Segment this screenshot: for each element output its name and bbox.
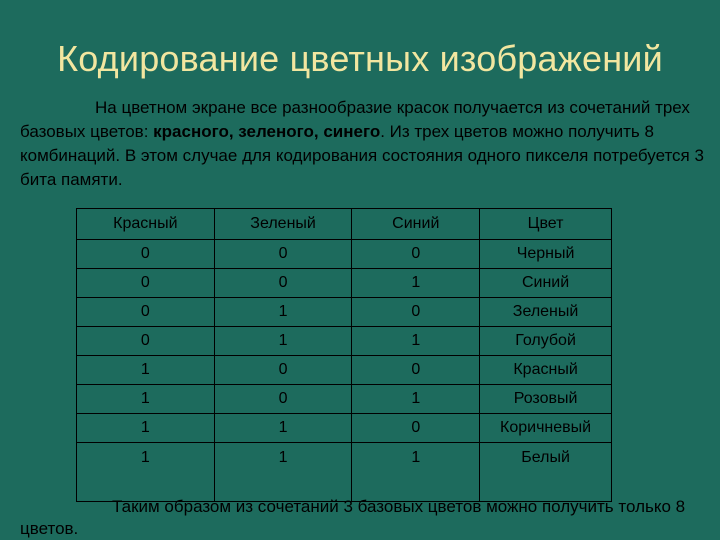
cell-blue: 1: [352, 443, 480, 502]
cell-red: 1: [77, 356, 215, 385]
cell-blue: 0: [352, 414, 480, 443]
cell-green: 0: [214, 240, 352, 269]
table-row: [77, 327, 612, 356]
table-row: [77, 414, 612, 443]
table-row: [77, 356, 612, 385]
intro-text-end: . Из трех цветов можно получить 8 комбинаций. В этом случае для кодирования состояния одного пикселя потребуется 3 бита памяти.: [20, 122, 704, 189]
table-row: [77, 385, 612, 414]
table-row: [77, 443, 612, 502]
cell-red: 0: [77, 327, 215, 356]
conclusion-paragraph: [20, 496, 710, 540]
cell-red: 1: [77, 385, 215, 414]
table-row: [77, 269, 612, 298]
cell-blue: 1: [352, 327, 480, 356]
intro-paragraph: [20, 96, 710, 192]
cell-green: 1: [214, 298, 352, 327]
cell-color: Белый: [480, 443, 612, 502]
cell-red: 0: [77, 298, 215, 327]
cell-green: 0: [214, 356, 352, 385]
cell-color: Голубой: [480, 327, 612, 356]
table-row: [77, 298, 612, 327]
cell-blue: 0: [352, 240, 480, 269]
color-code-table: [76, 208, 612, 502]
header-red: Красный: [77, 209, 215, 240]
cell-color: Синий: [480, 269, 612, 298]
cell-red: 1: [77, 443, 215, 502]
header-blue: Синий: [352, 209, 480, 240]
intro-text-start: На цветном экране все разнообразие красок получается из сочетаний трех базовых цветов:: [20, 98, 690, 141]
table-row: [77, 240, 612, 269]
cell-green: 0: [214, 385, 352, 414]
cell-color: Коричневый: [480, 414, 612, 443]
intro-text-bold: красного, зеленого, синего: [153, 122, 381, 141]
slide-title: Кодирование цветных изображений: [57, 38, 663, 79]
cell-blue: 1: [352, 385, 480, 414]
conclusion-text: Таким образом из сочетаний 3 базовых цветов можно получить только 8 цветов.: [20, 497, 686, 538]
cell-blue: 0: [352, 298, 480, 327]
cell-green: 1: [214, 443, 352, 502]
cell-blue: 0: [352, 356, 480, 385]
cell-red: 0: [77, 269, 215, 298]
cell-green: 1: [214, 414, 352, 443]
cell-green: 1: [214, 327, 352, 356]
cell-color: Красный: [480, 356, 612, 385]
cell-red: 0: [77, 240, 215, 269]
header-color: Цвет: [480, 209, 612, 240]
cell-red: 1: [77, 414, 215, 443]
cell-color: Зеленый: [480, 298, 612, 327]
header-green: Зеленый: [214, 209, 352, 240]
cell-color: Розовый: [480, 385, 612, 414]
cell-color: Черный: [480, 240, 612, 269]
cell-blue: 1: [352, 269, 480, 298]
table-header-row: [77, 209, 612, 240]
cell-green: 0: [214, 269, 352, 298]
